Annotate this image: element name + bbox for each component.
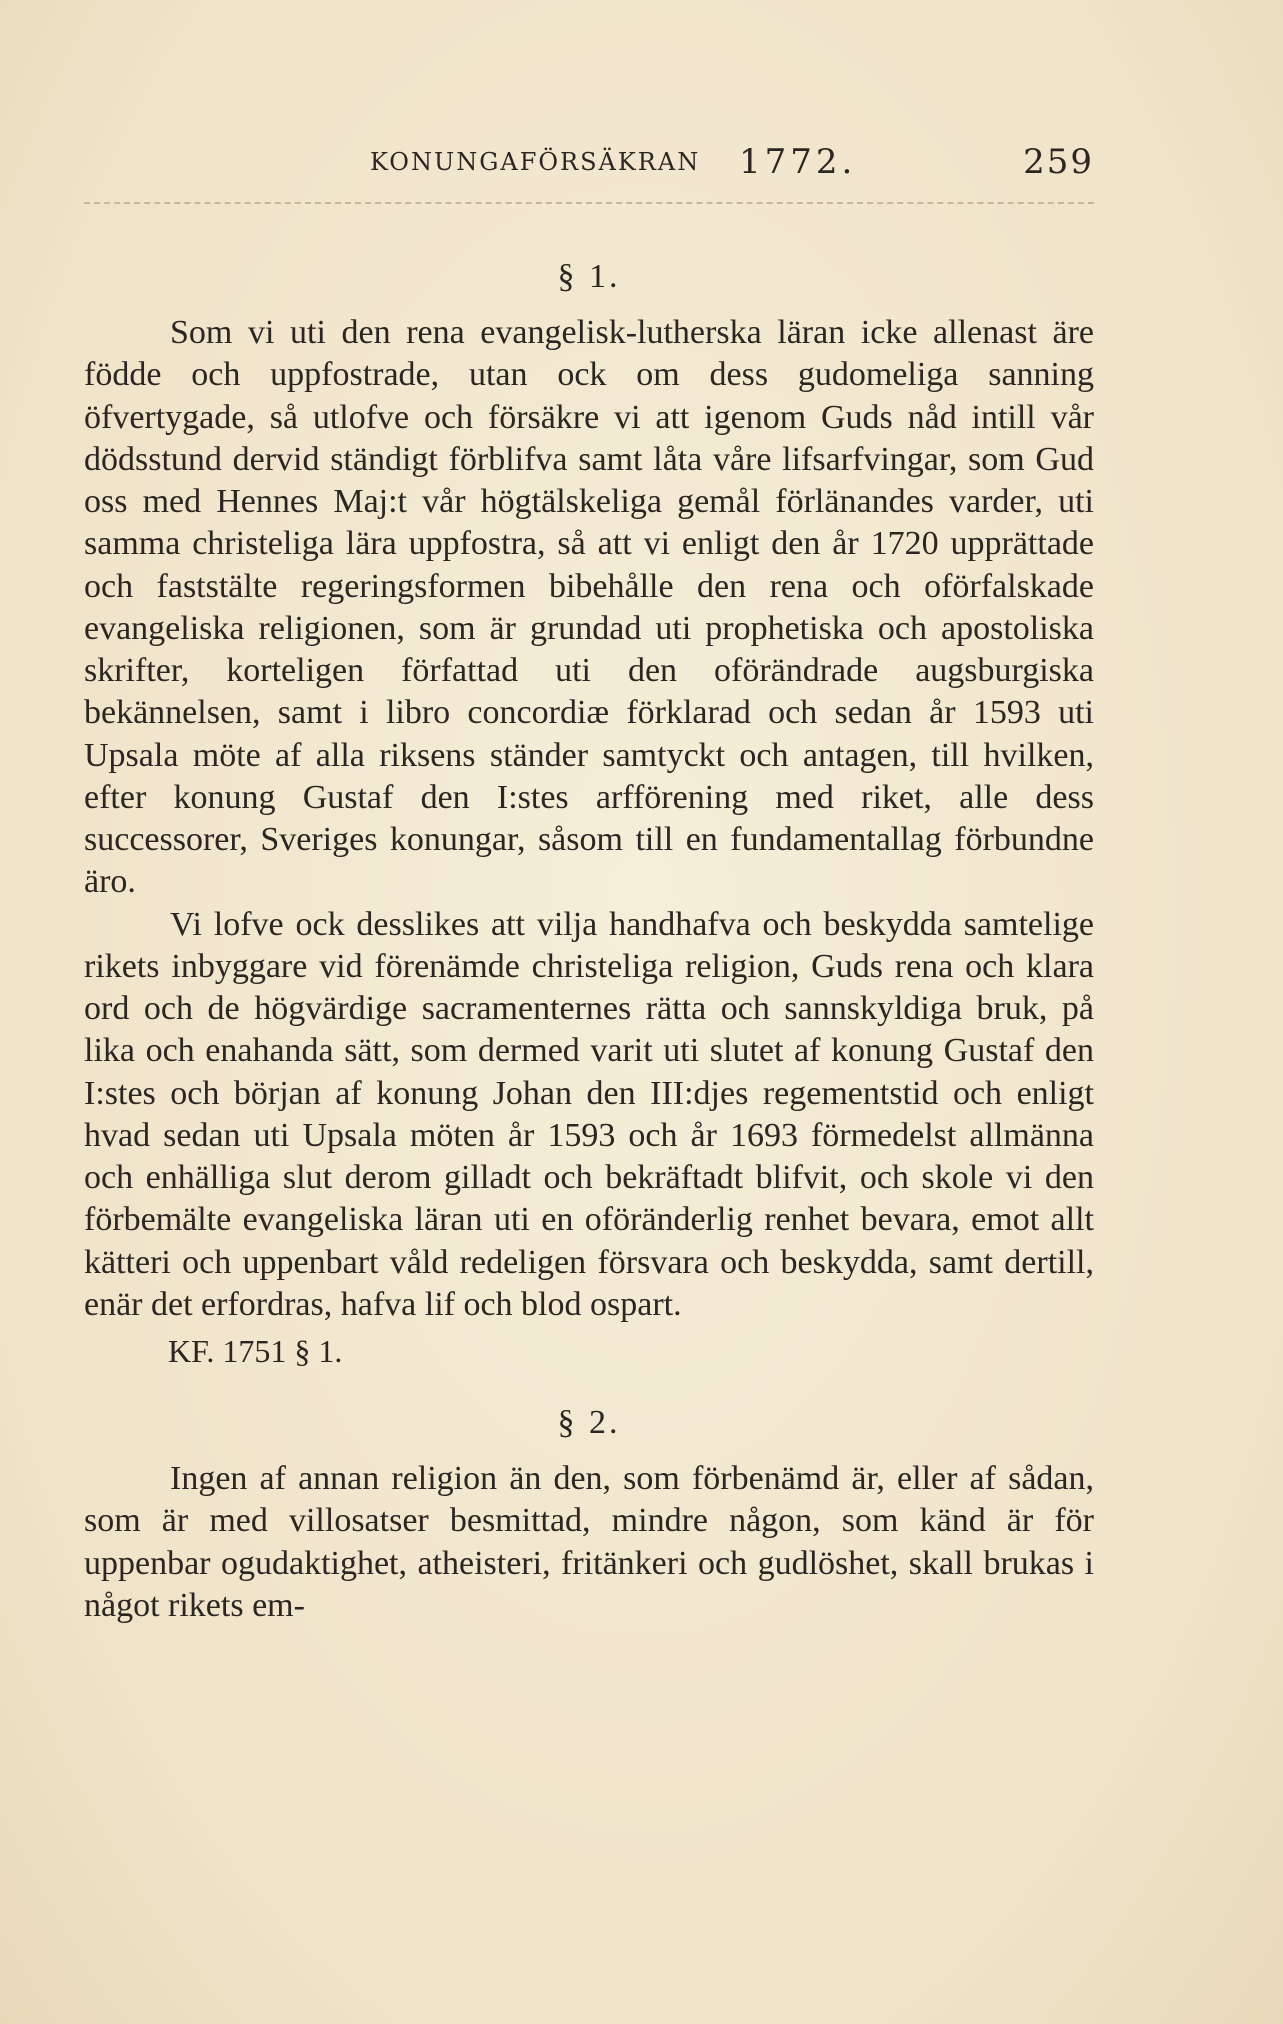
section-1-paragraph-2: Vi lofve ock desslikes att vilja handhafva och beskydda samtelige rikets inbyggare vid förenämde christeliga religion, Guds rena och klara ord och de högvärdige sacramenternes rätta och sannskyldiga bruk, på lika och enahanda sätt, som dermed varit uti slutet af konung Gustaf den I:stes och början af konung Johan den III:djes regementstid och enligt hvad sedan uti Upsala möten år 1593 och år 1693 förmedelst allmänna och enhälliga slut derom gilladt och bekräftadt blifvit, och skole vi den förbemälte evangeliska läran uti en oföränderlig renhet bevara, emot allt kätteri och uppenbart våld redeligen försvara och beskydda, samt dertill, enär det erfordras, hafva lif och blod ospart. xyxy=(84,905,1094,1323)
body-text xyxy=(84,256,1094,1627)
section-2-heading: § 2. xyxy=(557,1404,621,1441)
section-1-heading: § 1. xyxy=(557,258,621,295)
running-head-title: KONUNGAFÖRSÄKRAN xyxy=(370,148,701,176)
running-head xyxy=(84,142,1094,188)
section-1-paragraph-1: Som vi uti den rena evangelisk-lutherska läran icke allenast äre födde och uppfostrade, utan ock om dess gudomeliga sanning öfvertygade, så utlofve och försäkre vi att igenom Guds nåd intill vår dödsstund dervid ständigt förblifva samt låta våre lifsarfvingar, som Gud oss med Hennes Maj:t vår högtälskeliga gemål förlänandes varder, uti samma christeliga lära uppfostra, så att vi enligt den år 1720 upprättade och faststälte regeringsformen bibehålle den rena och oförfalskade evangeliska religionen, som är grundad uti prophetiska och apostoliska skrifter, korteligen författad uti den oförändrade augsburgiska bekännelsen, samt i libro concordiæ förklarad och sedan år 1593 uti Upsala möte af alla riksens ständer samtyckt och antagen, till hvilken, efter konung Gustaf den I:stes arfförening med riket, alle dess successorer, Sveriges konungar, såsom till en fundamentallag förbundne äro. xyxy=(84,314,1094,901)
header-rule xyxy=(84,202,1094,204)
page-number: 259 xyxy=(1023,142,1094,182)
running-head-year: 1772. xyxy=(739,142,857,182)
section-1-reference: KF. 1751 § 1. xyxy=(168,1333,343,1369)
section-2-paragraph-1: Ingen af annan religion än den, som förbenämd är, eller af sådan, som är med villosatser besmittad, mindre någon, som känd är för uppenbar ogudaktighet, atheisteri, fritänkeri och gudlöshet, skall brukas i något rikets em- xyxy=(84,1460,1094,1624)
